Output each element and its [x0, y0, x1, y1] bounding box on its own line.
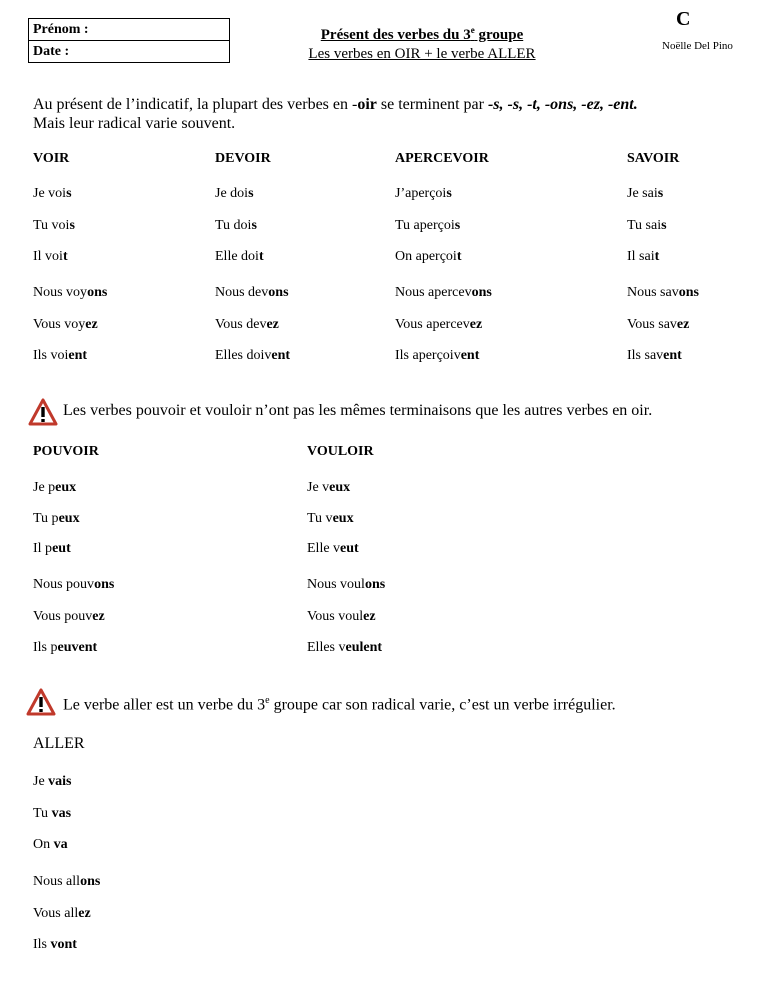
table1-header-devoir: DEVOIR: [215, 151, 271, 166]
table1-cell: Tu vois: [33, 218, 75, 233]
intro-line-1: Au présent de l’indicatif, la plupart des verbes en -oir se terminent par -s, -s, -t, -ons, -ez, -ent.: [33, 96, 638, 113]
aller-row: Nous allons: [33, 874, 101, 889]
table1-cell: Je dois: [215, 186, 254, 201]
table2-cell: Tu peux: [33, 511, 80, 526]
page-title: Présent des verbes du 3e groupe: [320, 25, 524, 43]
table1-cell: On aperçoit: [395, 249, 462, 264]
table1-cell: Je sais: [627, 186, 664, 201]
table1-cell: Je vois: [33, 186, 72, 201]
table2-cell: Elle veut: [307, 541, 359, 556]
table1-cell: Ils aperçoivent: [395, 348, 480, 363]
table2-cell: Je veux: [307, 480, 351, 495]
warning-text-2: Le verbe aller est un verbe du 3e groupe car son radical varie, c’est un verbe irrégulier.: [63, 695, 616, 714]
level-letter: C: [676, 8, 691, 30]
table1-cell: Il voit: [33, 249, 68, 264]
table2-cell: Nous pouvons: [33, 577, 115, 592]
prenom-label: Prénom :: [33, 22, 89, 37]
warning-triangle-icon: [26, 688, 56, 716]
aller-title: ALLER: [33, 735, 85, 752]
table2-cell: Nous voulons: [307, 577, 386, 592]
table1-cell: Il sait: [627, 249, 660, 264]
table1-cell: Tu sais: [627, 218, 667, 233]
table2-cell: Vous pouvez: [33, 609, 105, 624]
table2-header-pouvoir: POUVOIR: [33, 444, 99, 459]
author-name: Noëlle Del Pino: [662, 40, 733, 52]
table2-cell: Vous voulez: [307, 609, 376, 624]
table1-cell: J’aperçois: [395, 186, 452, 201]
page-title-block: [262, 20, 582, 63]
table1-cell: Ils savent: [627, 348, 682, 363]
table1-header-voir: VOIR: [33, 151, 70, 166]
table2-cell: Il peut: [33, 541, 71, 556]
date-label: Date :: [29, 40, 229, 62]
intro-line-2: Mais leur radical varie souvent.: [33, 115, 236, 132]
table1-header-apercevoir: APERCEVOIR: [395, 151, 489, 166]
table1-cell: Nous apercevons: [395, 285, 492, 300]
warning-triangle-icon: [28, 398, 58, 426]
aller-row: Ils vont: [33, 937, 77, 952]
table1-cell: Vous devez: [215, 317, 279, 332]
table2-cell: Ils peuvent: [33, 640, 98, 655]
table1-cell: Nous voyons: [33, 285, 108, 300]
table1-cell: Nous savons: [627, 285, 699, 300]
table1-cell: Elles doivent: [215, 348, 291, 363]
student-info-box: [28, 18, 230, 63]
table1-cell: Elle doit: [215, 249, 264, 264]
table2-cell: Tu veux: [307, 511, 354, 526]
aller-row: Tu vas: [33, 806, 72, 821]
table1-cell: Vous savez: [627, 317, 690, 332]
aller-row: Vous allez: [33, 906, 91, 921]
warning-text-1: Les verbes pouvoir et vouloir n’ont pas les mêmes terminaisons que les autres verbes en oir.: [63, 402, 653, 419]
aller-row: On va: [33, 837, 68, 852]
table1-cell: Tu dois: [215, 218, 257, 233]
table1-cell: Vous voyez: [33, 317, 98, 332]
table2-header-vouloir: VOULOIR: [307, 444, 374, 459]
table2-cell: Elles veulent: [307, 640, 383, 655]
table1-cell: Tu aperçois: [395, 218, 461, 233]
intro-text: [33, 95, 753, 133]
table2-cell: Je peux: [33, 480, 77, 495]
table1-cell: Vous apercevez: [395, 317, 483, 332]
table1-header-savoir: SAVOIR: [627, 151, 680, 166]
aller-row: Je vais: [33, 774, 72, 789]
table1-cell: Ils voient: [33, 348, 88, 363]
page-subtitle: Les verbes en OIR + le verbe ALLER: [308, 46, 536, 62]
table1-cell: Nous devons: [215, 285, 289, 300]
